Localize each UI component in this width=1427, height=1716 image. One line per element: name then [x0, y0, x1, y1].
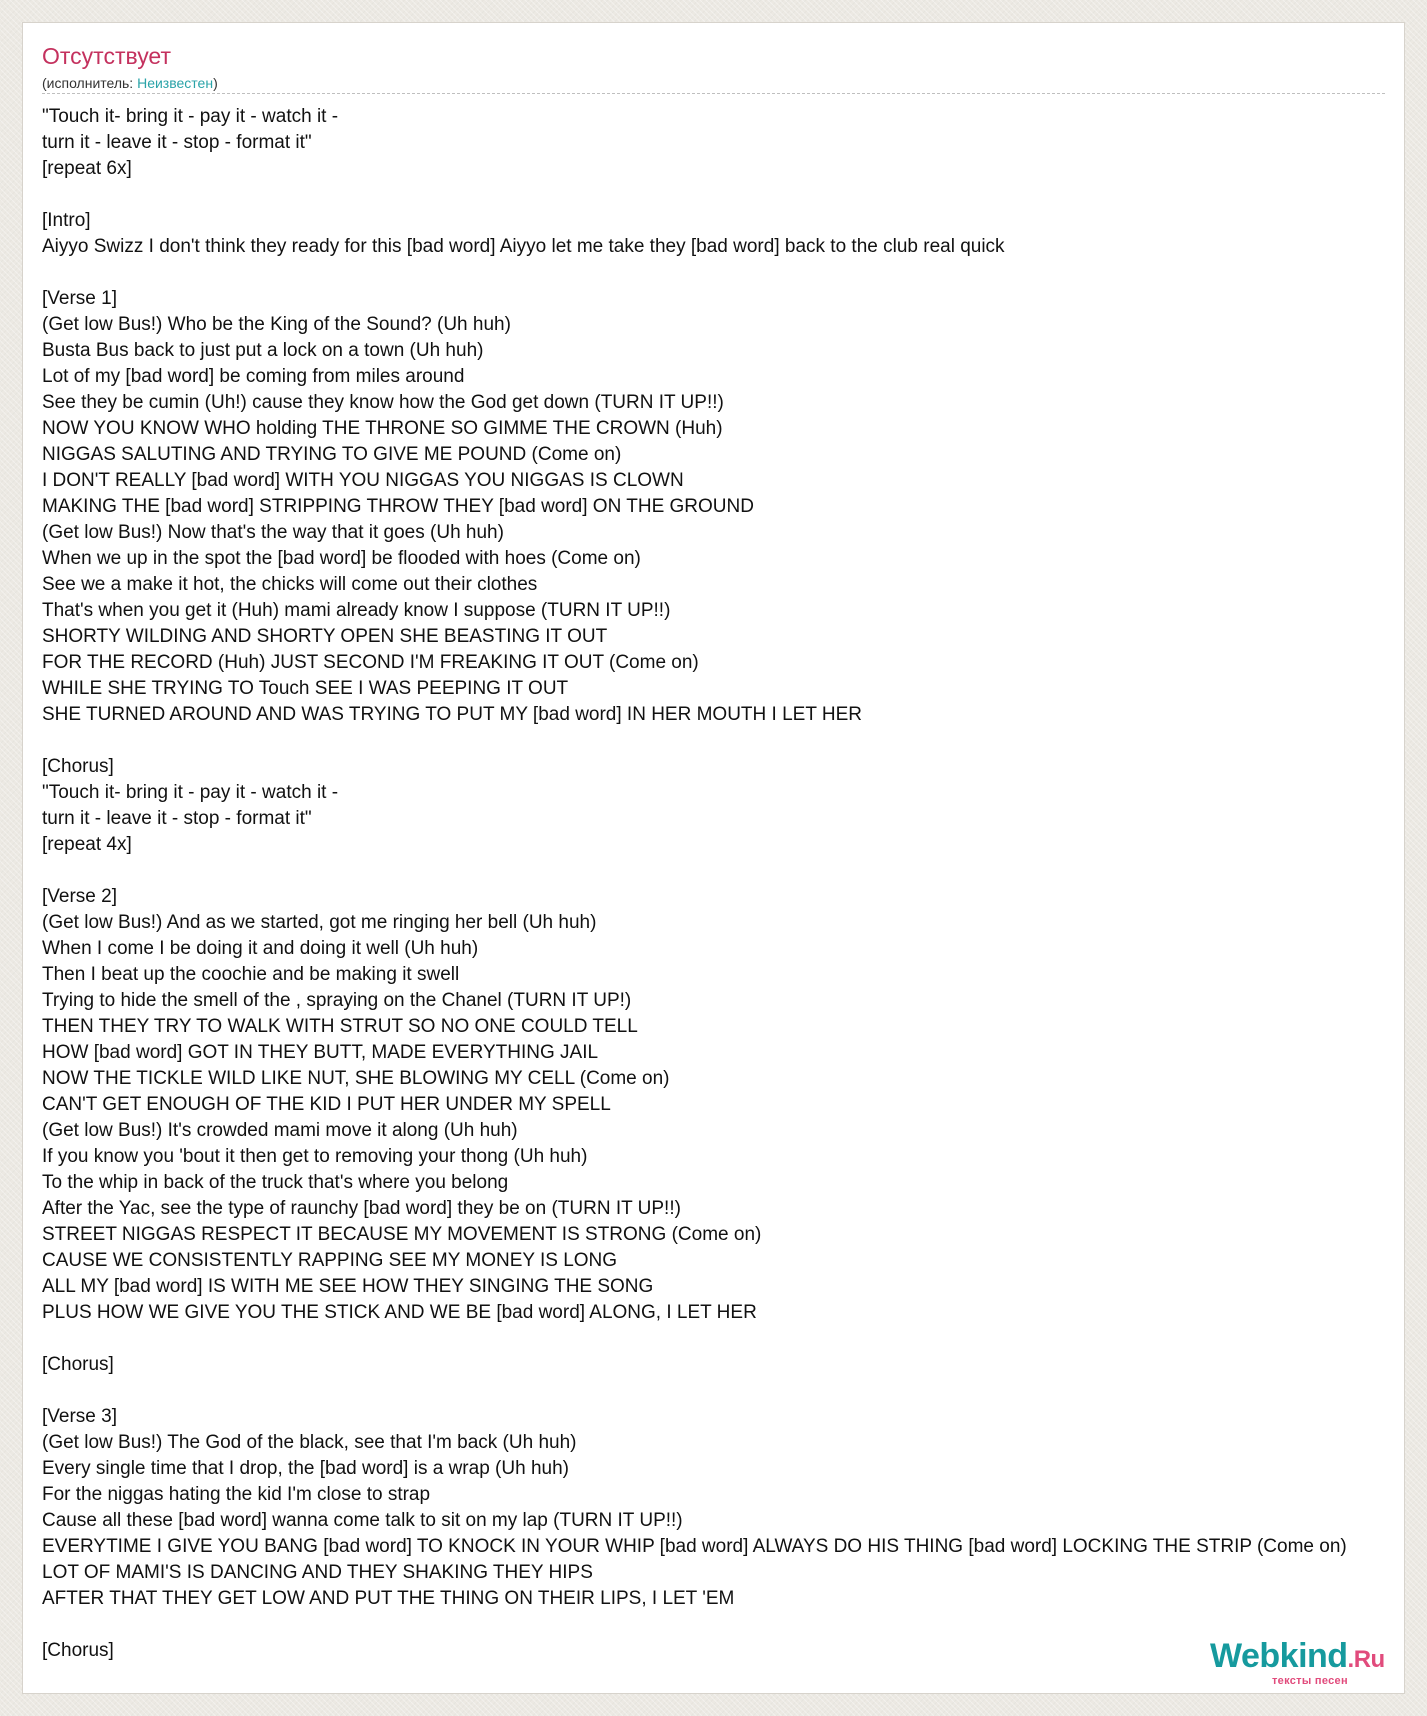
lyrics-line: [Verse 1] — [42, 288, 117, 309]
lyrics-blank-line — [42, 182, 1347, 208]
lyrics-line: (Get low Bus!) It's crowded mami move it along (Uh huh) — [42, 1120, 518, 1141]
lyrics-line: To the whip in back of the truck that's where you belong — [42, 1172, 509, 1193]
lyrics-line: (Get low Bus!) And as we started, got me ringing her bell (Uh huh) — [42, 912, 597, 933]
lyrics-line: "Touch it- bring it - pay it - watch it - — [42, 782, 339, 803]
lyrics-line: That's when you get it (Huh) mami already know I suppose (TURN IT UP!!) — [42, 600, 671, 621]
lyrics-line: SHE TURNED AROUND AND WAS TRYING TO PUT MY [bad word] IN HER MOUTH I LET HER — [42, 704, 862, 725]
lyrics-blank-line — [42, 728, 1347, 754]
artist-line — [42, 75, 218, 91]
lyrics-line: FOR THE RECORD (Huh) JUST SECOND I'M FREAKING IT OUT (Come on) — [42, 652, 699, 673]
lyrics-blank-line — [42, 1326, 1347, 1352]
lyrics-line: When we up in the spot the [bad word] be flooded with hoes (Come on) — [42, 548, 641, 569]
lyrics-blank-line — [42, 1612, 1347, 1638]
lyrics-line: [Intro] — [42, 210, 91, 231]
lyrics-line: SHORTY WILDING AND SHORTY OPEN SHE BEASTING IT OUT — [42, 626, 608, 647]
lyrics-card — [22, 22, 1405, 1694]
lyrics-line: LOT OF MAMI'S IS DANCING AND THEY SHAKING THEY HIPS — [42, 1562, 593, 1583]
lyrics-line: "Touch it- bring it - pay it - watch it - — [42, 106, 339, 127]
lyrics-line: [Chorus] — [42, 756, 114, 777]
lyrics-text — [42, 104, 1347, 1664]
logo-tagline: тексты песен — [1272, 1675, 1348, 1687]
lyrics-line: turn it - leave it - stop - format it" — [42, 132, 312, 153]
lyrics-line: [Chorus] — [42, 1354, 114, 1375]
lyrics-line: [Verse 3] — [42, 1406, 117, 1427]
lyrics-line: NIGGAS SALUTING AND TRYING TO GIVE ME POUND (Come on) — [42, 444, 622, 465]
lyrics-line: If you know you 'bout it then get to removing your thong (Uh huh) — [42, 1146, 588, 1167]
lyrics-blank-line — [42, 858, 1347, 884]
lyrics-line: [Chorus] — [42, 1640, 114, 1661]
lyrics-blank-line — [42, 260, 1347, 286]
lyrics-line: [Verse 2] — [42, 886, 117, 907]
lyrics-line: (Get low Bus!) Who be the King of the Sound? (Uh huh) — [42, 314, 511, 335]
lyrics-line: CAN'T GET ENOUGH OF THE KID I PUT HER UNDER MY SPELL — [42, 1094, 611, 1115]
lyrics-line: Cause all these [bad word] wanna come talk to sit on my lap (TURN IT UP!!) — [42, 1510, 683, 1531]
lyrics-line: Busta Bus back to just put a lock on a town (Uh huh) — [42, 340, 484, 361]
lyrics-line: I DON'T REALLY [bad word] WITH YOU NIGGAS YOU NIGGAS IS CLOWN — [42, 470, 684, 491]
lyrics-line: (Get low Bus!) Now that's the way that it goes (Uh huh) — [42, 522, 504, 543]
artist-link[interactable]: Неизвестен — [137, 75, 214, 91]
lyrics-line: Aiyyo Swizz I don't think they ready for this [bad word] Aiyyo let me take they [bad word] back to the club real quick — [42, 236, 1005, 257]
lyrics-line: turn it - leave it - stop - format it" — [42, 808, 312, 829]
lyrics-line: [repeat 4x] — [42, 834, 132, 855]
lyrics-line: AFTER THAT THEY GET LOW AND PUT THE THING ON THEIR LIPS, I LET 'EM — [42, 1588, 735, 1609]
artist-prefix: (исполнитель: — [42, 75, 138, 91]
lyrics-line: CAUSE WE CONSISTENTLY RAPPING SEE MY MONEY IS LONG — [42, 1250, 618, 1271]
lyrics-line: Trying to hide the smell of the , spraying on the Chanel (TURN IT UP!) — [42, 990, 632, 1011]
lyrics-line: When I come I be doing it and doing it well (Uh huh) — [42, 938, 479, 959]
logo-tld: .Ru — [1347, 1646, 1385, 1673]
lyrics-line: See we a make it hot, the chicks will come out their clothes — [42, 574, 538, 595]
lyrics-line: ALL MY [bad word] IS WITH ME SEE HOW THEY SINGING THE SONG — [42, 1276, 654, 1297]
artist-suffix: ) — [213, 75, 218, 91]
lyrics-line: NOW THE TICKLE WILD LIKE NUT, SHE BLOWING MY CELL (Come on) — [42, 1068, 670, 1089]
webkind-logo[interactable] — [1206, 1637, 1411, 1689]
logo-wordmark — [1210, 1637, 1385, 1676]
title-divider — [42, 93, 1385, 94]
lyrics-line: Lot of my [bad word] be coming from miles around — [42, 366, 465, 387]
lyrics-blank-line — [42, 1378, 1347, 1404]
lyrics-line: (Get low Bus!) The God of the black, see that I'm back (Uh huh) — [42, 1432, 577, 1453]
lyrics-line: After the Yac, see the type of raunchy [bad word] they be on (TURN IT UP!!) — [42, 1198, 681, 1219]
lyrics-line: MAKING THE [bad word] STRIPPING THROW THEY [bad word] ON THE GROUND — [42, 496, 754, 517]
lyrics-line: NOW YOU KNOW WHO holding THE THRONE SO GIMME THE CROWN (Huh) — [42, 418, 723, 439]
lyrics-line: PLUS HOW WE GIVE YOU THE STICK AND WE BE [bad word] ALONG, I LET HER — [42, 1302, 757, 1323]
lyrics-line: Every single time that I drop, the [bad word] is a wrap (Uh huh) — [42, 1458, 569, 1479]
lyrics-line: WHILE SHE TRYING TO Touch SEE I WAS PEEPING IT OUT — [42, 678, 569, 699]
lyrics-line: Then I beat up the coochie and be making it swell — [42, 964, 460, 985]
lyrics-line: [repeat 6x] — [42, 158, 132, 179]
lyrics-line: STREET NIGGAS RESPECT IT BECAUSE MY MOVEMENT IS STRONG (Come on) — [42, 1224, 762, 1245]
lyrics-line: THEN THEY TRY TO WALK WITH STRUT SO NO ONE COULD TELL — [42, 1016, 638, 1037]
lyrics-line: For the niggas hating the kid I'm close to strap — [42, 1484, 431, 1505]
lyrics-line: HOW [bad word] GOT IN THEY BUTT, MADE EVERYTHING JAIL — [42, 1042, 599, 1063]
lyrics-line: See they be cumin (Uh!) cause they know how the God get down (TURN IT UP!!) — [42, 392, 724, 413]
logo-brand: Webkind — [1210, 1637, 1348, 1675]
lyrics-line: EVERYTIME I GIVE YOU BANG [bad word] TO KNOCK IN YOUR WHIP [bad word] ALWAYS DO HIS THING [bad word] LOCKING THE STRIP (Come on) — [42, 1536, 1347, 1557]
song-title: Отсутствует — [42, 43, 171, 69]
